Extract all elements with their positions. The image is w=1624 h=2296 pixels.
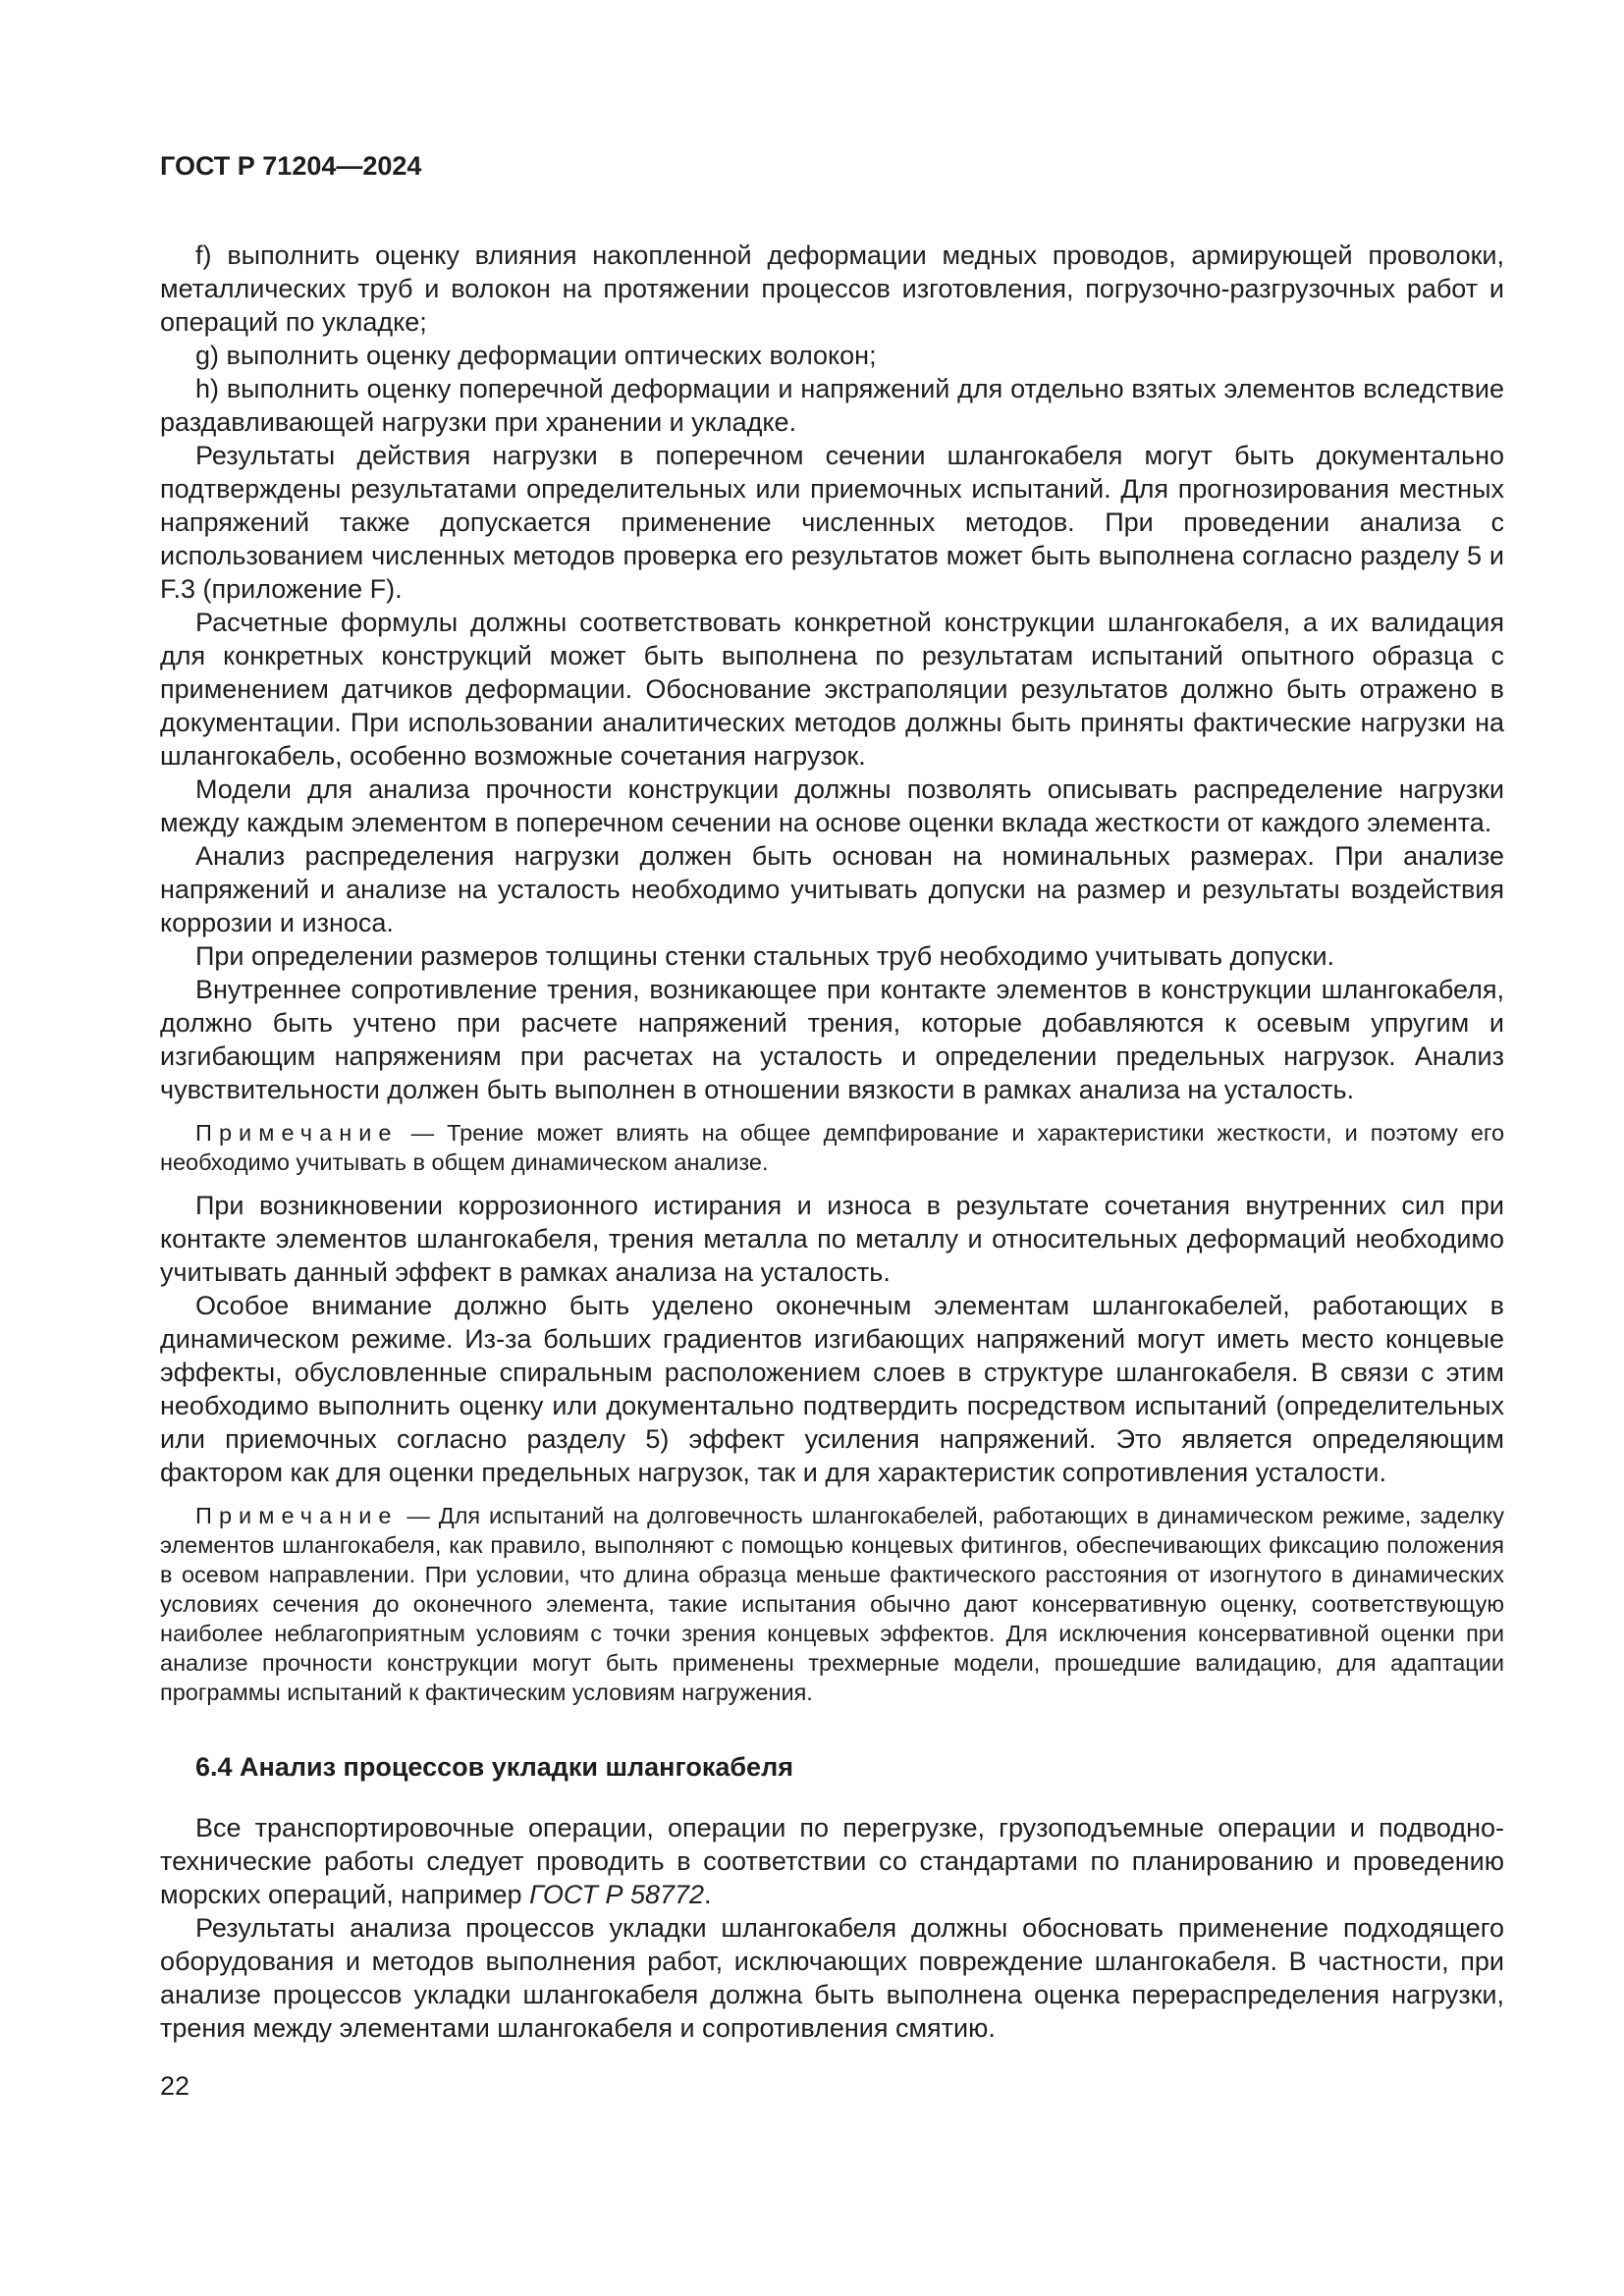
paragraph-corrosion-wear: При возникновении коррозионного истирания и износа в результате сочетания внутренних сил при контакте элементов шлангокабеля, трения металла по металлу и относительных деформаций необходимо учитывать данный эффект в рамках анализа на усталость. [160, 1191, 1504, 1287]
paragraph-marine-operations [160, 1811, 1504, 1911]
paragraph-load-distribution: Анализ распределения нагрузки должен быть основан на номинальных размерах. При анализе напряжений и анализе на усталость необходимо учитывать допуски на размер и результаты воздействия коррозии и износа. [160, 841, 1504, 937]
paragraph-item-f: f) выполнить оценку влияния накопленной деформации медных проводов, армирующей проволоки, металлических труб и волокон на протяжении процессов изготовления, погрузочно-разгрузочных работ и операций по укладке; [160, 240, 1504, 337]
note-label: Примечание [195, 1120, 399, 1146]
paragraph-item-h: h) выполнить оценку поперечной деформации и напряжений для отдельно взятых элементов вследствие раздавливающей нагрузки при хранении и укладке. [160, 374, 1504, 437]
note-text: — Для испытаний на долговечность шлангокабелей, работающих в динамическом режиме, заделку элементов шлангокабеля, как правило, выполняют с помощью концевых фитингов, обеспечивающих фиксацию положения в осевом направлении. При условии, что длина образца меньше фактического расстояния от изогнутого в динамических условиях сечения до оконечного элемента, такие испытания обычно дают консервативную оценку, соответствующую наиболее неблагоприятным условиям с точки зрения концевых эффектов. Для исключения консервативной оценки при анализе прочности конструкции могут быть применены трехмерные модели, прошедшие валидацию, для адаптации программы испытаний к фактическим условиям нагружения. [160, 1503, 1505, 1705]
note-text: — Трение может влиять на общее демпфирование и характеристики жесткости, и поэтому его необходимо учитывать в общем динамическом анализе. [160, 1120, 1505, 1175]
standard-reference: ГОСТ Р 58772 [529, 1880, 705, 1909]
paragraph-item-g: g) выполнить оценку деформации оптических волокон; [195, 341, 877, 370]
paragraph-wall-thickness: При определении размеров толщины стенки стальных труб необходимо учитывать допуски. [195, 941, 1335, 971]
paragraph-strength-models: Модели для анализа прочности конструкции должны позволять описывать распределение нагрузки между каждым элементом в поперечном сечении на основе оценки вклада жесткости от каждого элемента. [160, 774, 1504, 837]
note-label: Примечание [195, 1503, 399, 1528]
note-friction-damping [160, 1118, 1504, 1177]
paragraph-lead: Все транспортировочные операции, операции по перегрузке, грузоподъемные операции и подводно-технические работы следует проводить в соответствии со стандартами по планированию и проведению морских операций, например [160, 1813, 1504, 1909]
paragraph-end-effects: Особое внимание должно быть уделено оконечным элементам шлангокабелей, работающих в динамическом режиме. Из-за больших градиентов изгибающих напряжений могут иметь место концевые эффекты, обусловленные спиральным расположением слоев в структуре шлангокабеля. В связи с этим необходимо выполнить оценку или документально подтвердить посредством испытаний (определительных или приемочных согласно разделу 5) эффект усиления напряжений. Это является определяющим фактором как для оценки предельных нагрузок, так и для характеристик сопротивления усталости. [160, 1291, 1504, 1487]
paragraph-internal-friction: Внутреннее сопротивление трения, возникающее при контакте элементов в конструкции шлангокабеля, должно быть учтено при расчете напряжений трения, которые добавляются к осевым упругим и изгибающим напряжениям при расчетах на усталость и определении предельных нагрузок. Анализ чувствительности должен быть выполнен в отношении вязкости в рамках анализа на усталость. [160, 975, 1504, 1104]
paragraph-tail: . [704, 1880, 712, 1909]
paragraph-calc-formulas: Расчетные формулы должны соответствовать конкретной конструкции шлангокабеля, а их валидация для конкретных конструкций может быть выполнена по результатам испытаний опытного образца с применением датчиков деформации. Обоснование экстраполяции результатов должно быть отражено в документации. При использовании аналитических методов должны быть приняты фактические нагрузки на шлангокабель, особенно возможные сочетания нагрузок. [160, 608, 1504, 771]
standard-number-header: ГОСТ Р 71204—2024 [160, 151, 422, 181]
section-heading-6-4: 6.4 Анализ процессов укладки шлангокабеля [195, 1752, 793, 1782]
note-endurance-tests [160, 1501, 1504, 1707]
paragraph-lay-analysis-results: Результаты анализа процессов укладки шлангокабеля должны обосновать применение подходящего оборудования и методов выполнения работ, исключающих повреждение шлангокабеля. В частности, при анализе процессов укладки шлангокабеля должна быть выполнена оценка перераспределения нагрузки, трения между элементами шлангокабеля и сопротивления смятию. [160, 1913, 1504, 2043]
page-number: 22 [160, 2071, 190, 2101]
document-body [160, 239, 1504, 2045]
paragraph-load-results: Результаты действия нагрузки в поперечном сечении шлангокабеля могут быть документально подтверждены результатами определительных или приемочных испытаний. Для прогнозирования местных напряжений также допускается применение численных методов. При проведении анализа с использованием численных методов проверка его результатов может быть выполнена согласно разделу 5 и F.3 (приложение F). [160, 441, 1504, 604]
